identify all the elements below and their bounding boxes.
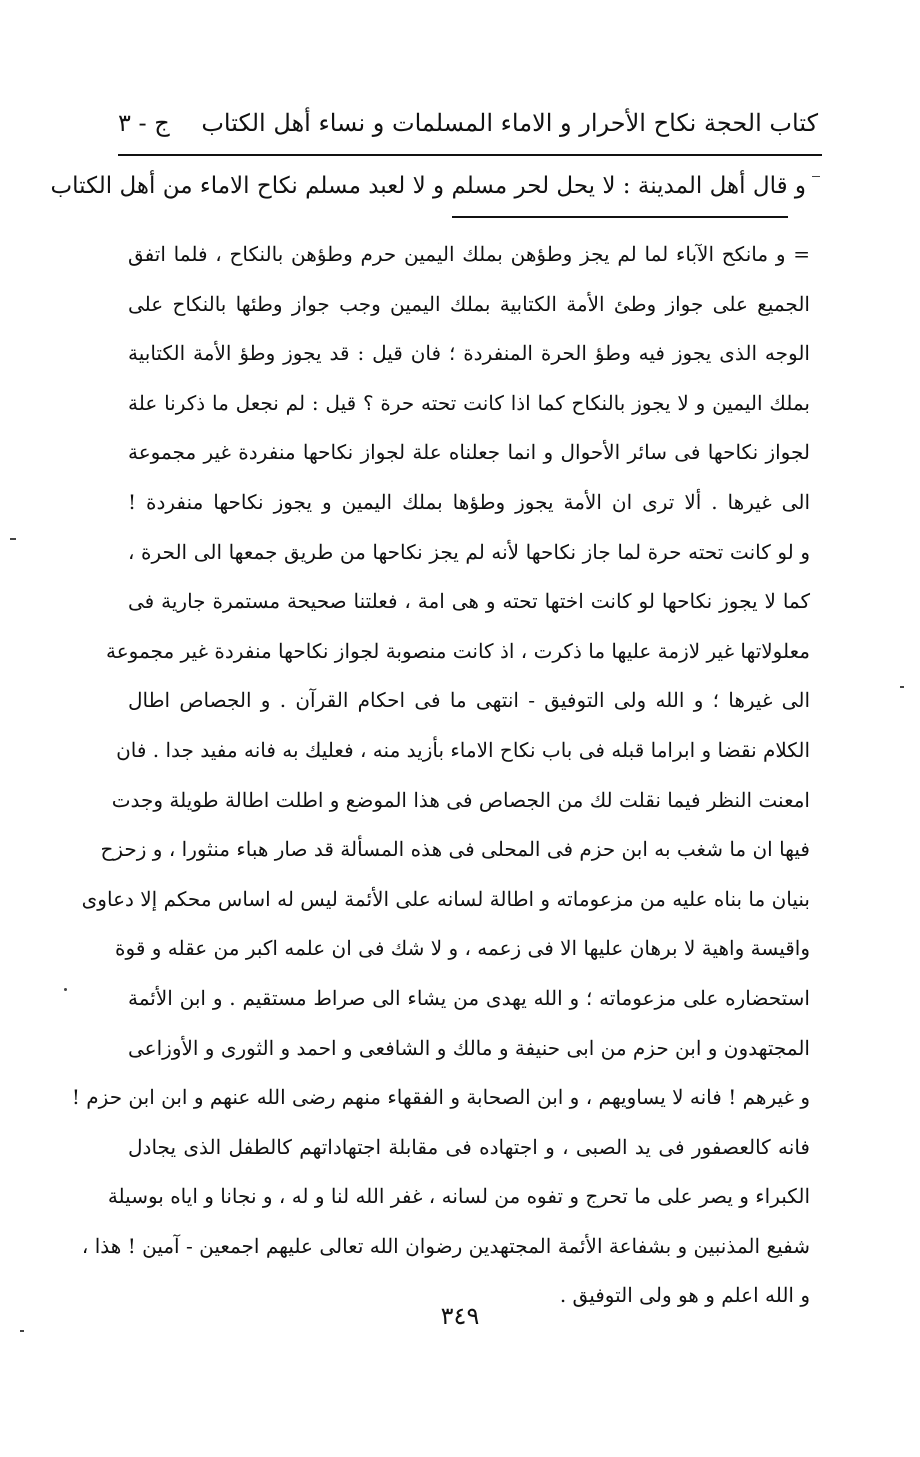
body-line: واقيسة واهية لا برهان عليها الا فى زعمه ، و لا شك فى ان علمه اكبر من عقله و قوة [115,936,810,961]
volume-number: ج - ٣ [118,109,170,137]
body-line: كما لا يجوز نكاحها لو كانت اختها تحته و هى امة ، فعلتنا صحيحة مستمرة جارية فى [128,589,810,614]
running-header [118,100,818,146]
running-header-title: كتاب الحجة نكاح الأحرار و الاماء المسلمات و نساء أهل الكتاب [201,109,818,137]
page-number: ٣٤٩ [440,1302,480,1330]
body-line: معلولاتها غير لازمة عليها ما ذكرت ، اذ كانت منصوبة لجواز نكاحها منفردة غير مجموعة [105,638,810,663]
body-line: امعنت النظر فيما نقلت لك من الجصاص فى هذا الموضع و اطلت اطالة طويلة وجدت [111,787,810,812]
scan-speck [900,686,904,688]
body-line: الوجه الذى يجوز فيه وطؤ الحرة المنفردة ؛ فان قيل : قد يجوز وطؤ الأمة الكتابية [128,341,810,366]
body-line: الكبراء و يصر على ما تحرج و تفوه من لسانه ، غفر الله لنا و له ، و نجانا و اياه بوسيلة [107,1184,810,1209]
scan-speck [812,176,820,177]
body-line: و لو كانت تحته حرة لما جاز نكاحها لأنه لم يجز نكاحها من طريق جمعها الى الحرة ، [128,539,810,564]
body-line: المجتهدون و ابن حزم من ابى حنيفة و مالك و الشافعى و احمد و الثورى و الأوزاعى [128,1035,810,1060]
body-line: لجواز نكاحها فى سائر الأحوال و انما جعلناه علة لجواز نكاحها منفردة غير مجموعة [128,440,810,465]
quoted-statement-rule [452,216,788,218]
body-text [71,230,810,1321]
scan-speck [20,1330,24,1332]
header-rule [118,154,822,156]
body-line: الى غيرها . ألا ترى ان الأمة يجوز وطؤها بملك اليمين و يجوز نكاحها منفردة ! [128,489,810,514]
body-line: و غيرهم ! فانه لا يساويهم ، و ابن الصحابة و الفقهاء منهم رضى الله عنهم و ابن ابن حزم ! [71,1085,810,1110]
scan-speck [64,988,67,991]
body-line: بنيان ما بناه عليه من مزعوماته و اطالة لسانه على الأئمة ليس له اساس محكم إلا دعاوى [81,886,810,911]
body-line: فانه كالعصفور فى يد الصبى ، و اجتهاده فى مقابلة اجتهاداتهم كالطفل الذى يجادل [128,1134,810,1159]
body-line: و الله اعلم و هو ولى التوفيق . [559,1283,810,1308]
body-line: = و مانكح الآباء لما لم يجز وطؤهن بملك اليمين حرم وطؤهن بالنكاح ، فلما اتفق [128,242,810,266]
body-line: استحضاره على مزعوماته ؛ و الله يهدى من يشاء الى صراط مستقيم . و ابن الأئمة [128,985,810,1010]
scan-speck [10,538,16,540]
quoted-statement: و قال أهل المدينة : لا يحل لحر مسلم و لا لعبد مسلم نكاح الاماء من أهل الكتاب [50,173,806,199]
body-line: فيها ان ما شغب به ابن حزم فى المحلى فى هذه المسألة قد صار هباء منثورا ، و زحزح [100,837,810,862]
body-line: الى غيرها ؛ و الله ولى التوفيق - انتهى ما فى احكام القرآن . و الجصاص اطال [128,688,810,713]
body-line: شفيع المذنبين و بشفاعة الأئمة المجتهدين رضوان الله تعالى عليهم اجمعين - آمين ! هذا ، [81,1233,810,1258]
body-line: الكلام نقضا و ابراما قبله فى باب نكاح الاماء بأزيد منه ، فعليك به فانه مفيد جدا . فان [116,737,810,762]
body-line: بملك اليمين و لا يجوز بالنكاح كما اذا كانت تحته حرة ؟ قيل : لم نجعل ما ذكرنا علة [128,390,810,415]
body-line: الجميع على جواز وطئ الأمة الكتابية بملك اليمين وجب جواز وطئها بالنكاح على [128,291,810,316]
